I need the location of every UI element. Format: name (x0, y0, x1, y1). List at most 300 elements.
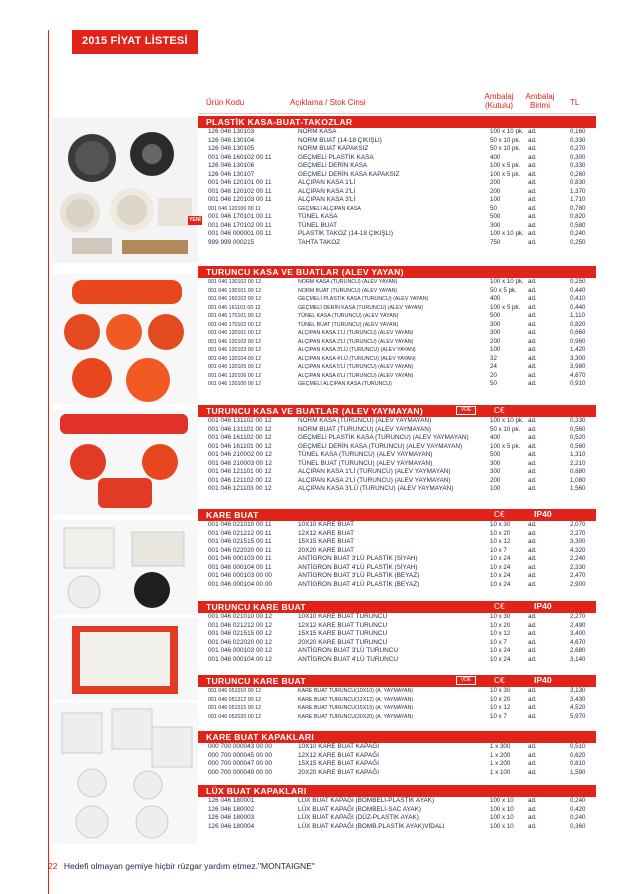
price: 3,300 (570, 354, 586, 362)
table-row (198, 205, 596, 214)
section-orange-square-box (198, 601, 596, 664)
product-description: LÜX BUAT KAPAĞI (BOMB.PLASTİK AYAK)VİDALI (298, 822, 445, 830)
section-orange-non-flame (198, 405, 596, 494)
product-description: LÜX BUAT KAPAĞI (BOMBELİ-PLASTİK AYAK) (298, 797, 435, 804)
product-description: NORM KASA (298, 128, 337, 135)
price: 0,270 (570, 145, 586, 152)
package-qty: 50 x 10 pk. (490, 145, 521, 152)
price: 0,240 (570, 797, 586, 804)
price: 2,270 (570, 529, 586, 537)
product-description: NORM BUAT (14-18 ÇIKIŞLI) (298, 136, 382, 144)
package-unit: ad. (528, 563, 537, 571)
table-row (198, 188, 596, 197)
product-code: 001 046 120104 00 12 (208, 355, 262, 362)
product-code: 001 046 161101 00 12 (208, 304, 261, 311)
left-red-rule (48, 30, 49, 894)
price: 2,240 (570, 555, 586, 562)
product-description: ALÇIPAN KASA 6'LI (TURUNCU) (ALEV YAYAN) (298, 372, 414, 379)
table-row (198, 171, 596, 180)
table-row (198, 451, 596, 460)
product-code: 000 700 000043 00 00 (208, 743, 272, 750)
package-unit: ad. (528, 434, 537, 441)
table-row (198, 760, 596, 769)
price: 1,080 (570, 476, 586, 484)
footer-quote: Hedefi olmayan gemiye hiçbir rüzgar yardım etmez."MONTAIGNE" (63, 861, 315, 871)
price: 3,430 (570, 695, 586, 703)
package-qty: 100 (490, 346, 501, 353)
product-code: 001 046 051010 00 12 (208, 688, 262, 694)
package-qty: 100 x 10 pk. (490, 417, 524, 424)
section-orange-flame (198, 266, 596, 389)
package-unit: ad. (528, 546, 537, 554)
product-code: 126 046 130106 (208, 162, 255, 169)
package-unit: ad. (528, 712, 537, 720)
product-code: 126 046 130105 (208, 145, 255, 152)
package-unit: ad. (528, 303, 537, 311)
package-unit: ad. (528, 213, 537, 220)
price: 2,210 (570, 459, 586, 467)
price: 4,320 (570, 546, 586, 554)
price: 2,680 (570, 647, 586, 654)
package-unit: ad. (528, 187, 537, 195)
package-qty: 300 (490, 459, 501, 467)
table-row (198, 521, 596, 530)
package-unit: ad. (528, 485, 537, 492)
product-code: 001 046 120100 00 11 (208, 205, 261, 212)
product-code: 001 046 161102 00 12 (208, 434, 272, 441)
product-description: NORM KASA (TURUNCU) (ALEV YAYAN) (298, 279, 398, 285)
package-unit: ad. (528, 613, 537, 620)
product-code: 001 046 000103 00 00 (208, 572, 272, 579)
package-qty: 1 x 200 (490, 751, 511, 759)
package-qty: 10 x 24 (490, 647, 511, 654)
package-unit: ad. (528, 230, 537, 237)
package-qty: 500 (490, 213, 501, 220)
table-row (198, 434, 596, 443)
product-code: 001 046 120103 00 11 (208, 196, 272, 203)
table-row (198, 647, 596, 656)
package-unit: ad. (528, 312, 537, 319)
package-unit: ad. (528, 468, 537, 475)
price: 2,070 (570, 521, 586, 528)
package-qty: 10 x 7 (490, 546, 507, 554)
package-qty: 50 x 5 pk. (490, 286, 517, 294)
product-description: ALÇIPAN KASA 2'Lİ (TURUNCU) (ALEV YAYAN) (298, 338, 414, 345)
price: 0,410 (570, 295, 586, 302)
price: 0,580 (570, 221, 586, 229)
table-row (198, 538, 596, 547)
banner (72, 30, 198, 54)
price: 0,440 (570, 303, 586, 311)
table-row (198, 145, 596, 154)
price: 0,160 (570, 128, 586, 135)
product-description: ALÇIPAN KASA 3'LÜ (TURUNCU) (ALEV YAYMAYAN) (298, 485, 454, 492)
product-description: ALÇIPAN KASA 1'Lİ (TURUNCU) (ALEV YAYAN) (298, 330, 414, 336)
photo-orange-boxes-non-flame (52, 410, 198, 515)
package-unit: ad. (528, 380, 537, 387)
package-qty: 100 x 5 pk. (490, 170, 521, 178)
package-qty: 100 (490, 196, 501, 203)
table-row (198, 696, 596, 705)
header-desc: Açıklama / Stok Cinsi (290, 98, 366, 107)
package-qty: 300 (490, 468, 501, 475)
vde-mark: VDE (456, 676, 476, 685)
package-unit: ad. (528, 751, 537, 759)
price: 0,440 (570, 286, 586, 294)
product-description: PLASTİK TAKOZ (14-18 ÇIKIŞLI) (298, 230, 393, 237)
product-code: 001 046 210003 00 12 (208, 459, 272, 467)
product-code: 000 700 000045 00 00 (208, 751, 272, 759)
product-description: ALÇIPAN KASA 5'Lİ (TURUNCU) (ALEV YAYAN) (298, 364, 414, 370)
product-code: 000 700 000049 00 00 (208, 768, 272, 776)
ce-mark: C€ (494, 601, 505, 611)
package-unit: ad. (528, 743, 537, 750)
package-qty: 500 (490, 312, 501, 319)
table-row (198, 222, 596, 231)
table-row (198, 213, 596, 222)
price: 2,330 (570, 563, 586, 571)
price: 1,310 (570, 451, 586, 458)
price: 2,490 (570, 621, 586, 629)
table-row (198, 321, 596, 330)
product-description: GEÇMELİ DERİN KASA KAPAKSIZ (298, 170, 400, 178)
package-qty: 10 x 20 (490, 695, 511, 703)
rows (198, 128, 596, 247)
package-unit: ad. (528, 204, 537, 212)
table-row (198, 814, 596, 823)
table-row (198, 179, 596, 188)
section-title: TURUNCU KASA VE BUATLAR (ALEV YAYMAYAN) (206, 406, 424, 416)
package-unit: ad. (528, 797, 537, 804)
product-description: 12X12 KARE BUAT TURUNCU (298, 621, 388, 629)
package-qty: 10 x 24 (490, 563, 511, 571)
product-description: GEÇMELİ ALÇIPAN KASA (298, 205, 361, 212)
package-unit: ad. (528, 425, 537, 433)
table-row (198, 278, 596, 287)
price: 1,560 (570, 485, 586, 492)
price: 3,300 (570, 538, 586, 545)
rows (198, 797, 596, 831)
product-code: 001 046 021212 00 12 (208, 621, 272, 629)
product-code: 001 046 120102 00 11 (208, 187, 272, 195)
product-description: NORM KASA (TURUNCU) (ALEV YAYMAYAN) (298, 417, 432, 424)
table-row (198, 806, 596, 815)
table-row (198, 346, 596, 355)
product-description: KARE BUAT TURUNCU(20X20) (A. YAYMAYAN) (298, 713, 414, 720)
package-qty: 200 (490, 179, 501, 186)
price: 0,960 (570, 337, 586, 345)
package-qty: 100 (490, 485, 501, 492)
product-description: 15X15 KARE BUAT KAPAĞI (298, 760, 379, 767)
section-title: TURUNCU KARE BUAT (206, 676, 306, 686)
table-row (198, 752, 596, 761)
product-description: LÜX BUAT KAPAĞI (DÜZ-PLASTİK AYAK) (298, 814, 419, 821)
product-description: GEÇMELİ DERİN KASA (TURUNCU) (ALEV YAYAN) (298, 304, 423, 311)
product-description: 12X12 KARE BUAT (298, 529, 355, 537)
product-code: 126 046 180003 (208, 814, 255, 821)
footer (48, 861, 315, 871)
product-description: NORM BUAT (TURUNCU) (ALEV YAYMAYAN) (298, 425, 432, 433)
product-code: 001 046 000104 00 11 (208, 563, 272, 571)
table-row (198, 338, 596, 347)
product-description: ANTİGRON BUAT 4'LÜ TURUNCU (298, 655, 398, 663)
package-qty: 50 (490, 380, 497, 387)
banner-title: 2015 FİYAT LİSTESİ (82, 35, 188, 47)
table-row (198, 713, 596, 722)
package-qty: 500 (490, 451, 501, 458)
product-code: 126 046 130104 (208, 136, 255, 144)
price: 3,400 (570, 630, 586, 637)
product-description: KARE BUAT TURUNCU(10X10) (A. YAYMAYAN) (298, 688, 414, 694)
product-description: ANTİGRON BUAT 3'LÜ PLASTİK (BEYAZ) (298, 572, 420, 579)
section-title-bar (198, 601, 596, 613)
product-code: 001 046 021515 00 11 (208, 538, 272, 545)
package-qty: 10 x 12 (490, 538, 511, 545)
product-description: LÜX BUAT KAPAĞI (BOMBELİ-SAC AYAK) (298, 805, 421, 813)
package-unit: ad. (528, 346, 537, 353)
section-lux-covers (198, 785, 596, 831)
section-title-bar (198, 116, 596, 128)
table-row (198, 797, 596, 806)
product-code: 001 046 120106 00 12 (208, 372, 262, 379)
product-description: ALÇIPAN KASA 3'LÜ (TURUNCU) (ALEV YAYAN) (298, 347, 416, 353)
package-unit: ad. (528, 417, 537, 424)
product-code: 001 046 052020 00 12 (208, 713, 262, 720)
rows (198, 278, 596, 389)
photo-box-covers (52, 703, 198, 803)
package-qty: 50 x 10 pk. (490, 136, 521, 144)
price: 1,710 (570, 196, 586, 203)
price: 3,140 (570, 655, 586, 663)
price: 0,240 (570, 230, 586, 237)
table-row (198, 154, 596, 163)
table-row (198, 555, 596, 564)
section-plastic (198, 116, 596, 247)
package-qty: 1 x 100 (490, 768, 511, 776)
package-qty: 100 x 5 pk. (490, 442, 521, 450)
product-description: 15X15 KARE BUAT TURUNCU (298, 630, 388, 637)
product-code: 001 046 021010 00 12 (208, 613, 272, 620)
price: 2,270 (570, 613, 586, 620)
product-description: ANTİGRON BUAT 3'LÜ TURUNCU (298, 647, 398, 654)
package-unit: ad. (528, 647, 537, 654)
package-unit: ad. (528, 655, 537, 663)
product-code: 001 046 121101 00 12 (208, 468, 272, 475)
product-description: 10X10 KARE BUAT TURUNCU (298, 613, 388, 620)
photo-lux-covers (52, 800, 198, 844)
price: 0,620 (570, 751, 586, 759)
price: 0,330 (570, 417, 586, 424)
rows (198, 417, 596, 494)
product-code: 001 046 130102 00 12 (208, 279, 262, 285)
package-qty: 24 (490, 363, 497, 370)
table-row (198, 477, 596, 486)
product-description: GEÇMELİ PLASTİK KASA (298, 153, 374, 161)
product-code: 001 046 121102 00 12 (208, 476, 272, 484)
package-qty: 32 (490, 354, 497, 362)
header-unit: Ambalaj Birimi (525, 92, 555, 110)
table-row (198, 329, 596, 338)
package-qty: 200 (490, 337, 501, 345)
table-row (198, 380, 596, 389)
table-row (198, 530, 596, 539)
package-qty: 300 (490, 221, 501, 229)
product-code: 001 046 160102 00 11 (208, 153, 272, 161)
table-row (198, 443, 596, 452)
package-unit: ad. (528, 451, 537, 458)
rows (198, 521, 596, 589)
package-qty: 10 x 20 (490, 621, 511, 629)
product-description: ANTİGRON BUAT 3'LÜ PLASTİK (SİYAH) (298, 555, 418, 562)
table-row (198, 656, 596, 665)
product-description: 12X12 KARE BUAT KAPAĞI (298, 751, 379, 759)
package-unit: ad. (528, 371, 537, 379)
product-description: KARE BUAT TURUNCU(15X15) (A. YAYMAYAN) (298, 705, 414, 711)
table-row (198, 769, 596, 778)
product-description: 10X10 KARE BUAT (298, 521, 355, 528)
table-row (198, 128, 596, 137)
section-title-bar (198, 731, 596, 743)
table-row (198, 417, 596, 426)
package-unit: ad. (528, 179, 537, 186)
product-code: 126 046 180002 (208, 805, 255, 813)
package-qty: 10 x 30 (490, 687, 511, 694)
section-square-box (198, 509, 596, 589)
section-title-bar (198, 785, 596, 797)
product-code: 001 046 170101 00 11 (208, 213, 272, 220)
table-row (198, 426, 596, 435)
product-code: 001 046 131101 00 12 (208, 425, 272, 433)
ip-rating: IP40 (534, 509, 552, 519)
price: 2,900 (570, 580, 586, 588)
rows (198, 687, 596, 721)
package-unit: ad. (528, 238, 537, 246)
table-row (198, 613, 596, 622)
package-qty: 100 x 10 (490, 797, 514, 804)
section-title: PLASTİK KASA-BUAT-TAKOZLAR (206, 117, 353, 127)
product-code: 001 046 120101 00 11 (208, 179, 272, 186)
package-unit: ad. (528, 221, 537, 229)
package-unit: ad. (528, 363, 537, 370)
package-unit: ad. (528, 638, 537, 646)
table-row (198, 704, 596, 713)
package-qty: 100 x 5 pk. (490, 303, 521, 311)
product-description: NORM BUAT KAPAKSIZ (298, 145, 369, 152)
table-row (198, 622, 596, 631)
package-qty: 50 x 10 pk. (490, 425, 521, 433)
product-description: TÜNEL BUAT (298, 221, 338, 229)
rows (198, 613, 596, 664)
photo-orange-square-box (52, 618, 198, 700)
product-description: 20X20 KARE BUAT (298, 546, 355, 554)
product-code: 001 046 000103 00 12 (208, 647, 272, 654)
package-qty: 100 x 10 (490, 822, 514, 830)
product-code: 001 046 210002 00 12 (208, 451, 272, 458)
product-description: GEÇMELİ ALÇIPAN KASA (TURUNCU) (298, 381, 392, 387)
product-code: 001 046 161101 00 12 (208, 442, 272, 450)
product-description: ALÇIPAN KASA 1'Lİ (298, 179, 356, 186)
package-unit: ad. (528, 337, 537, 345)
package-qty: 100 x 5 pk. (490, 162, 521, 169)
table-row (198, 630, 596, 639)
package-unit: ad. (528, 529, 537, 537)
new-badge: YENİ (189, 217, 201, 223)
product-code: 999 999 000215 (208, 238, 255, 246)
package-qty: 400 (490, 153, 501, 161)
product-description: 10X10 KARE BUAT KAPAĞI (298, 743, 379, 750)
product-code: 001 046 021010 00 11 (208, 521, 272, 528)
package-unit: ad. (528, 760, 537, 767)
package-unit: ad. (528, 320, 537, 328)
product-description: ALÇIPAN KASA 3'Lİ (298, 196, 356, 203)
product-description: GEÇMELİ DERİN KASA (298, 162, 368, 169)
product-code: 001 046 170102 00 11 (208, 221, 272, 229)
table-row (198, 823, 596, 832)
package-qty: 10 x 24 (490, 580, 511, 588)
table-row (198, 363, 596, 372)
package-qty: 10 x 24 (490, 555, 511, 562)
price: 2,470 (570, 572, 586, 579)
product-code: 001 046 170101 00 12 (208, 313, 262, 319)
product-code: 001 046 120101 00 12 (208, 330, 262, 336)
table-row (198, 196, 596, 205)
product-description: TÜNEL KASA (TURUNCU) (ALEV YAYMAYAN) (298, 451, 433, 458)
package-qty: 10 x 12 (490, 630, 511, 637)
table-row (198, 287, 596, 296)
table-row (198, 639, 596, 648)
product-description: GEÇMELİ PLASTİK KASA (TURUNCU) (ALEV YAYMAYAN) (298, 434, 469, 441)
package-unit: ad. (528, 196, 537, 203)
photo-orange-boxes-flame (52, 274, 198, 404)
package-qty: 100 x 10 pk. (490, 128, 524, 135)
package-qty: 300 (490, 329, 501, 336)
product-code: 001 046 051212 00 12 (208, 696, 262, 703)
price: 0,880 (570, 468, 586, 475)
table-row (198, 239, 596, 248)
table-row (198, 355, 596, 364)
package-unit: ad. (528, 354, 537, 362)
table-row (198, 162, 596, 171)
section-title-bar (198, 509, 596, 521)
product-description: TÜNEL BUAT (TURUNCU) (ALEV YAYMAYAN) (298, 459, 433, 467)
section-title: TURUNCU KASA VE BUATLAR (ALEV YAYAN) (206, 267, 404, 277)
product-description: TÜNEL KASA (TURUNCU) (ALEV YAYAN) (298, 313, 399, 319)
package-unit: ad. (528, 822, 537, 830)
package-qty: 1 x 200 (490, 760, 511, 767)
product-description: ALÇIPAN KASA 2'Lİ (TURUNCU) (ALEV YAYMAYAN) (298, 476, 451, 484)
price: 0,330 (570, 136, 586, 144)
table-header (198, 92, 596, 114)
header-tl: TL (570, 98, 580, 107)
package-unit: ad. (528, 170, 537, 178)
product-description: TÜNEL BUAT (TURUNCU) (ALEV YAYAN) (298, 321, 399, 328)
rows (198, 743, 596, 777)
package-qty: 400 (490, 434, 501, 441)
product-code: 001 046 120100 00 12 (208, 381, 262, 387)
product-code: 126 046 180004 (208, 822, 255, 830)
package-unit: ad. (528, 621, 537, 629)
ce-mark: C€ (494, 509, 505, 519)
product-description: TAHTA TAKOZ (298, 238, 341, 246)
price: 0,660 (570, 329, 586, 336)
product-code: 001 046 021515 00 12 (208, 630, 272, 637)
package-qty: 10 x 24 (490, 572, 511, 579)
table-row (198, 137, 596, 146)
package-qty: 100 x 10 pk. (490, 230, 524, 237)
package-unit: ad. (528, 555, 537, 562)
product-code: 001 046 021212 00 11 (208, 529, 272, 537)
package-unit: ad. (528, 145, 537, 152)
